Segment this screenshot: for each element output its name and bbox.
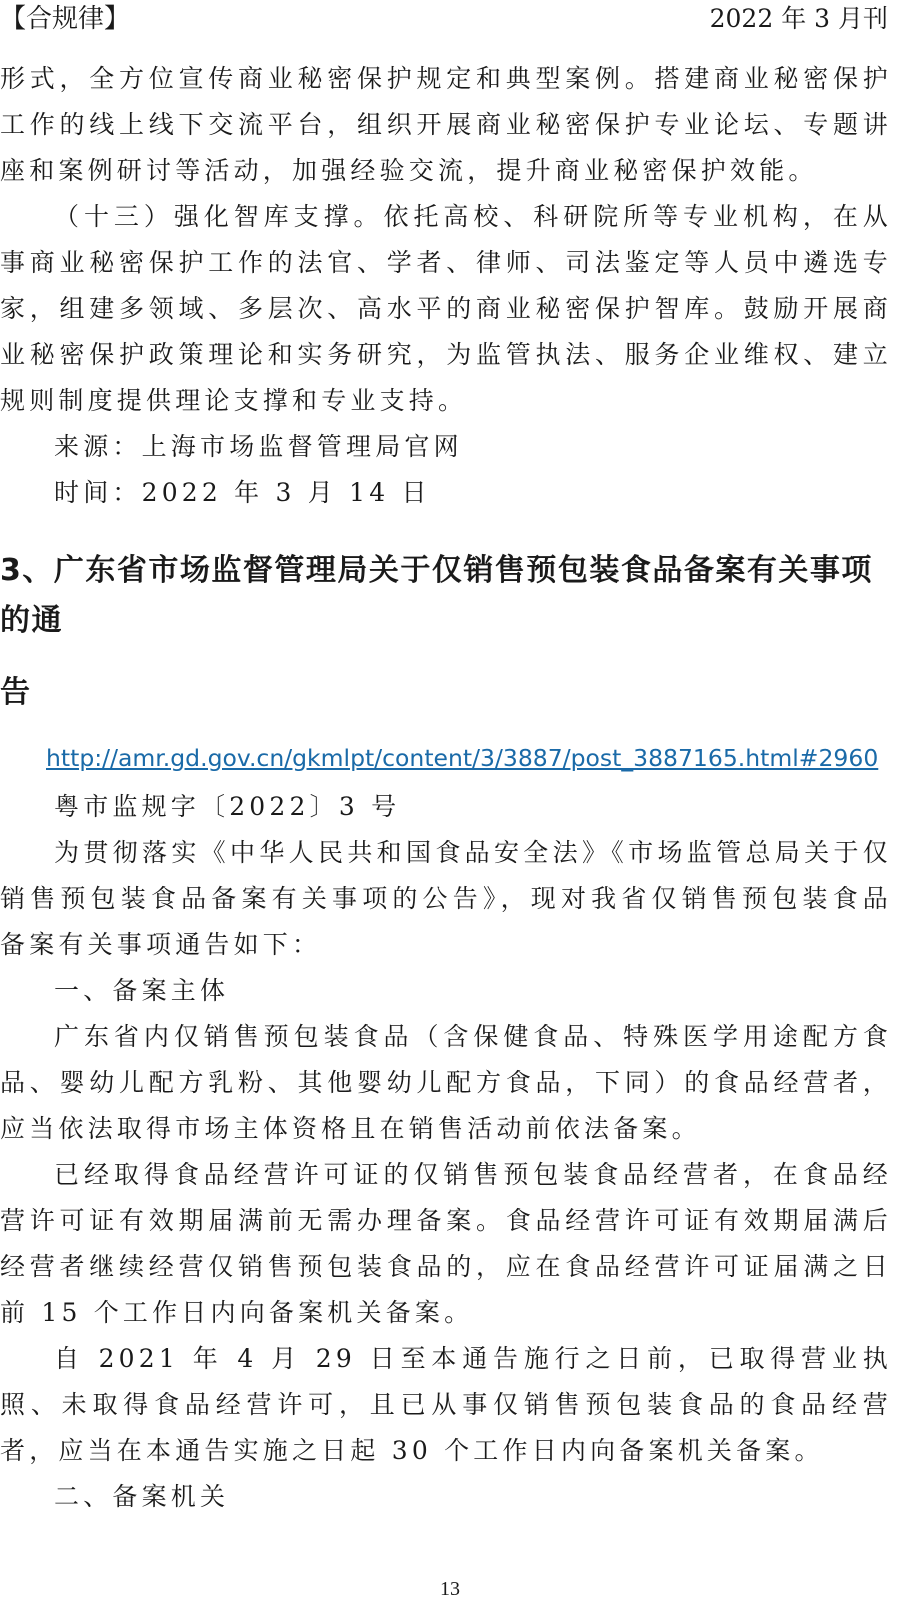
page-number: 13 bbox=[440, 1578, 460, 1600]
page-header bbox=[0, 0, 900, 40]
paragraph-filing-subject: 广东省内仅销售预包装食品（含保健食品、特殊医学用途配方食品、婴幼儿配方乳粉、其他婴幼儿配方食品，下同）的食品经营者，应当依法取得市场主体资格且在销售活动前依法备案。 bbox=[0, 1022, 892, 1143]
document-body bbox=[0, 56, 900, 1520]
section-title-line-1: 3、广东省市场监督管理局关于仅销售预包装食品备案有关事项的通 bbox=[0, 553, 873, 638]
section-title-line-2: 告 bbox=[0, 675, 32, 710]
time-line: 时间：2022 年 3 月 14 日 bbox=[54, 478, 431, 507]
heading-filing-subject: 一、备案主体 bbox=[54, 976, 230, 1005]
heading-filing-authority: 二、备案机关 bbox=[54, 1482, 230, 1511]
issue-date: 2022 年 3 月刊 bbox=[709, 4, 888, 33]
source-line: 来源：上海市场监督管理局官网 bbox=[54, 432, 463, 461]
paragraph-transition: 自 2021 年 4 月 29 日至本通告施行之日前，已取得营业执照、未取得食品经营许可，且已从事仅销售预包装食品的食品经营者，应当在本通告实施之日起 30 个工作日内向备案机关备案。 bbox=[0, 1344, 892, 1465]
paragraph-continued: 形式，全方位宣传商业秘密保护规定和典型案例。搭建商业秘密保护工作的线上线下交流平台，组织开展商业秘密保护专业论坛、专题讲座和案例研讨等活动，加强经验交流，提升商业秘密保护效能。 bbox=[0, 64, 892, 185]
paragraph-existing-license: 已经取得食品经营许可证的仅销售预包装食品经营者，在食品经营许可证有效期届满前无需办理备案。食品经营许可证有效期届满后经营者继续经营仅销售预包装食品的，应在食品经营许可证届满之日前 15 个工作日内向备案机关备案。 bbox=[0, 1160, 892, 1327]
source-link[interactable]: http://amr.gd.gov.cn/gkmlpt/content/3/3887/post_3887165.html#2960 bbox=[46, 744, 879, 772]
paragraph-think-tank: （十三）强化智库支撑。依托高校、科研院所等专业机构，在从事商业秘密保护工作的法官、学者、律师、司法鉴定等人员中遴选专家，组建多领域、多层次、高水平的商业秘密保护智库。鼓励开展商业秘密保护政策理论和实务研究，为监管执法、服务企业维权、建立规则制度提供理论支撑和专业支持。 bbox=[0, 202, 892, 415]
section-title bbox=[0, 546, 900, 718]
document-number: 粤市监规字〔2022〕3 号 bbox=[54, 792, 401, 821]
intro-paragraph: 为贯彻落实《中华人民共和国食品安全法》《市场监管总局关于仅销售预包装食品备案有关事项的公告》，现对我省仅销售预包装食品备案有关事项通告如下： bbox=[0, 838, 892, 959]
journal-name: 【合规律】 bbox=[0, 4, 131, 34]
